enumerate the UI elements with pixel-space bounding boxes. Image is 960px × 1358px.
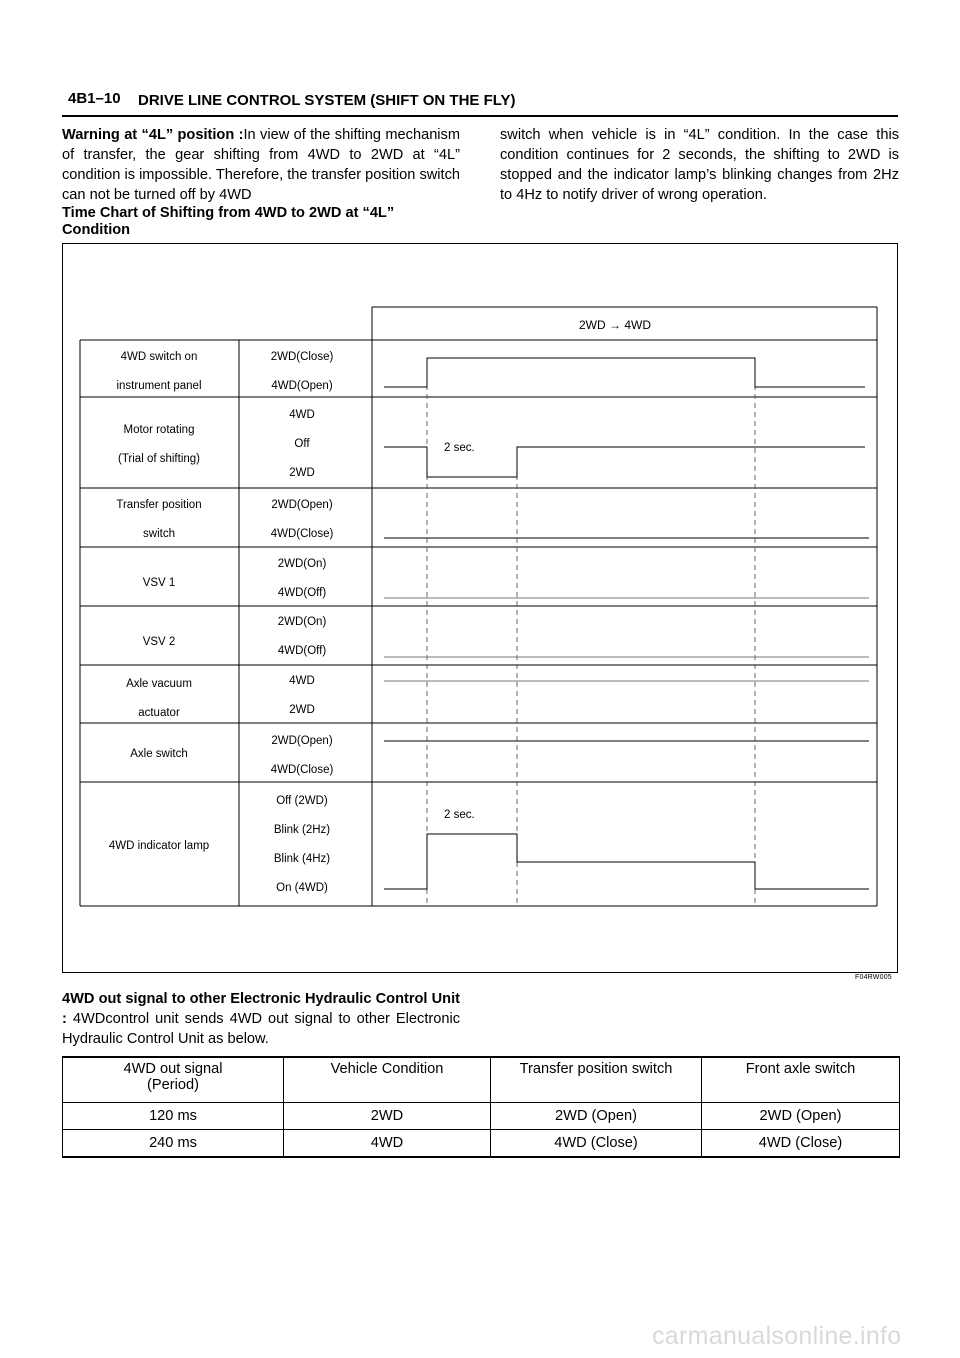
time-chart-figure (62, 243, 898, 978)
table-cell: 4WD (Close) (491, 1130, 702, 1158)
state-label: 2WD (289, 467, 315, 479)
row-labels (109, 351, 209, 852)
state-label: 4WD(Close) (270, 764, 334, 776)
table-cell: 2WD (Open) (491, 1103, 702, 1130)
watermark: carmanualsonline.info (652, 1322, 902, 1350)
page-title: DRIVE LINE CONTROL SYSTEM (SHIFT ON THE FLY) (138, 92, 516, 109)
time-markers (427, 358, 755, 906)
row-label-motor-2: (Trial of shifting) (117, 453, 201, 465)
state-label: 4WD(Off) (277, 645, 327, 657)
state-label: 2WD(Close) (270, 351, 334, 363)
warning-paragraph-right: switch when vehicle is in “4L” condition. In the case this condition continues for 2 seconds, the shifting to 2WD is stopped and the indicator lamp’s blinking changes from 2Hz to 4Hz to notify driver of wrong operation. (500, 127, 899, 203)
row-label-vsv1: VSV 1 (142, 577, 176, 589)
warning-text-left: In view of the shifting mechanism of transfer, the gear shifting from 4WD to 2WD at “4L” condition is impossible. Therefore, the transfer position switch can not be turned off by 4WD (62, 127, 461, 203)
row-label-switch-2: instrument panel (116, 380, 202, 392)
table-cell: 120 ms (63, 1103, 284, 1130)
state-label: Blink (4Hz) (273, 853, 331, 865)
wave-4wd-switch (384, 358, 865, 387)
row-label-vsv2: VSV 2 (142, 636, 176, 648)
row-label-actuator: Axle vacuum (126, 678, 192, 690)
state-label: Blink (2Hz) (273, 824, 331, 836)
figure-code: F04RW005 (855, 974, 892, 981)
row-label-switch: 4WD switch on (120, 351, 198, 363)
row-label-actuator-2: actuator (138, 707, 180, 719)
figure-title: Time Chart of Shifting from 4WD to 2WD at “4L” Condition (62, 205, 395, 238)
state-label: 2WD(Open) (271, 499, 333, 511)
wave-indicator (384, 834, 869, 889)
chart-grid (80, 307, 877, 906)
page-number: 4B1–10 (68, 90, 121, 107)
state-label: 2WD(Open) (271, 735, 333, 747)
out-signal-table (62, 1056, 900, 1158)
table-header: Front axle switch (702, 1057, 900, 1103)
row-label-transfer: Transfer position (116, 499, 202, 511)
state-labels (271, 351, 334, 894)
chart-header-label: 2WD → 4WD (579, 318, 651, 332)
state-label: Off (2WD) (276, 795, 328, 807)
table-header: Vehicle Condition (284, 1057, 491, 1103)
header-rule (62, 115, 898, 117)
delay-label: 2 sec. (444, 809, 475, 821)
state-label: 2WD(On) (277, 616, 327, 628)
table-cell: 2WD (284, 1103, 491, 1130)
time-chart (62, 243, 898, 973)
out-signal-text: 4WDcontrol unit sends 4WD out signal to other Electronic Hydraulic Control Unit as below. (62, 1011, 461, 1047)
state-label: 4WD (289, 409, 315, 421)
table-header: 4WD out signal (Period) (63, 1057, 284, 1103)
table-row (63, 1130, 900, 1158)
state-label: 4WD(Off) (277, 587, 327, 599)
warning-lead: Warning at “4L” position : (62, 127, 244, 143)
table-cell: 4WD (Close) (702, 1130, 900, 1158)
delay-label: 2 sec. (444, 442, 475, 454)
warning-paragraph-left (62, 125, 460, 205)
state-label: 2WD (289, 704, 315, 716)
row-label-transfer-2: switch (143, 528, 175, 540)
state-label: 4WD (289, 675, 315, 687)
state-label: 4WD(Close) (270, 528, 334, 540)
row-label-motor: Motor rotating (123, 424, 195, 436)
out-signal-paragraph (62, 989, 460, 1049)
table-cell: 4WD (284, 1130, 491, 1158)
state-label: On (4WD) (276, 882, 328, 894)
table-cell: 240 ms (63, 1130, 284, 1158)
state-label: 4WD(Open) (271, 380, 333, 392)
row-label-axle-switch: Axle switch (130, 748, 188, 760)
table-header: Transfer position switch (491, 1057, 702, 1103)
row-label-indicator: 4WD indicator lamp (108, 840, 210, 852)
state-label: Off (294, 438, 310, 450)
table-cell: 2WD (Open) (702, 1103, 900, 1130)
out-signal-lead: 4WD out signal to other Electronic Hydraulic Control Unit : (62, 991, 460, 1027)
table-row (63, 1103, 900, 1130)
state-label: 2WD(On) (277, 558, 327, 570)
